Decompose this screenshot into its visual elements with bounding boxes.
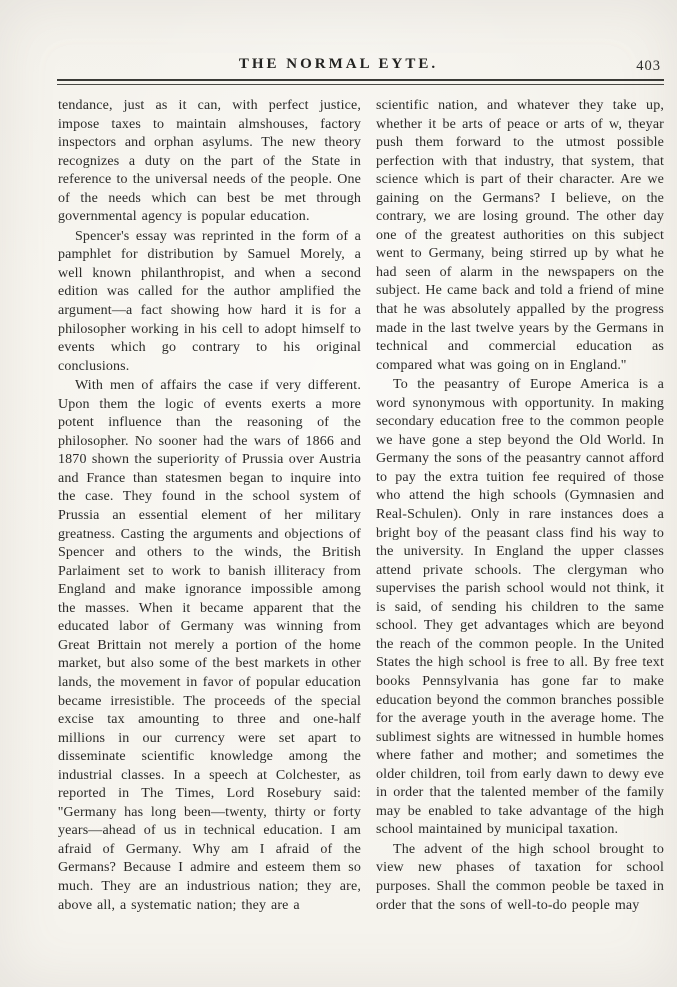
paragraph: The advent of the high school brought to view new phases of taxation for school purposes. Shall the common peoble be taxed in order that the sons of well-to-do people may (376, 841, 664, 913)
paragraph: scientific nation, and whatever they take up, whether it be arts of peace or arts of w, theyar push them forward to the utmost possible perfection with that industry, that system, that science which is part of their character. Are we gaining on the Germans? I believe, on the contrary, we are losing ground. The other day one of the greatest authorities on this subject went to Germany, being stirred up by what he had seen of alarm in the newspapers on the subject. He came back and told a friend of mine that he was absolutely appalled by the progress made in the last twelve years by the Germans in technical and commercial education as compared what was going on in England.'' (376, 98, 664, 373)
paragraph: To the peasantry of Europe America is a word synonymous with opportunity. In making secondary education free to the common people we have gone a step beyond the Old World. In Germany the sons of the peasantry cannot afford to pay the extra tuition fee required of those who attend the high schools (Gymnasien and Real-Schulen). Only in rare instances does a bright boy of the peasant class find his way to the university. In England the upper classes attend private schools. The clergyman who supervises the parish school would not think, it is said, of sending his children to the same school. They get advantages which are beyond the reach of the common people. In the United States the high school is free to all. By free text books Pennsylvania has gone far to make education beyond the common branches possible for the average youth in the average home. The sublimest sights are witnessed in humble homes where father and mother; and sometimes the older children, toil from early dawn to dewy eve in order that the talented member of the family may be enabled to take advantage of the high school maintained by municipal taxation. (376, 377, 664, 838)
paragraph: tendance, just as it can, with perfect justice, impose taxes to maintain almshouses, factory inspectors and orphan asylums. The new theory recognizes a duty on the part of the State in reference to the universal needs of the people. One of the needs which can best be met through governmental agency is popular education. (58, 98, 361, 225)
page-number: 403 (636, 58, 661, 74)
left-column (58, 97, 361, 916)
paragraph: Spencer's essay was reprinted in the form of a pamphlet for distribution by Samuel Morely, a well known philanthropist, and when a second edition was called for the author amplified the argument—a fact showing how hard it is for a philosopher working in his cell to adopt himself to events which go contrary to his original conclusions. (58, 228, 361, 374)
text-columns (58, 97, 664, 916)
right-column (376, 97, 664, 916)
header-rule-top (57, 79, 664, 81)
page-title: THE NORMAL EYTE. (238, 56, 439, 72)
header-rule-bottom (57, 84, 664, 85)
paragraph: With men of affairs the case if very different. Upon them the logic of events exerts a more potent influence than the reasoning of the philosopher. No sooner had the wars of 1866 and 1870 shown the superiority of Prussia over Austria and France than statesmen began to inquire into the case. They found in the school system of Prussia an essential element of her military greatness. Casting the arguments and objections of Spencer and others to the winds, the British Parlaiment set to work to banish illiteracy from England and make ignorance impossible among the masses. When it became apparent that the educated labor of Germany was winning from Great Brittain not merely a portion of the home market, but also some of the best markets in other lands, the movement in favor of popular education became irresistible. The proceeds of the special excise tax amounting to three and one-half millions in our currency were set apart to disseminate scientific knowledge among the industrial classes. In a speech at Colchester, as reported in The Times, Lord Rosebury said: ''Germany has long been—twenty, thirty or forty years—ahead of us in technical education. I am afraid of Germany. Why am I afraid of the Germans? Because I admire and esteem them so much. They are an industrious nation; they are, above all, a systematic nation; they are a (58, 378, 361, 913)
